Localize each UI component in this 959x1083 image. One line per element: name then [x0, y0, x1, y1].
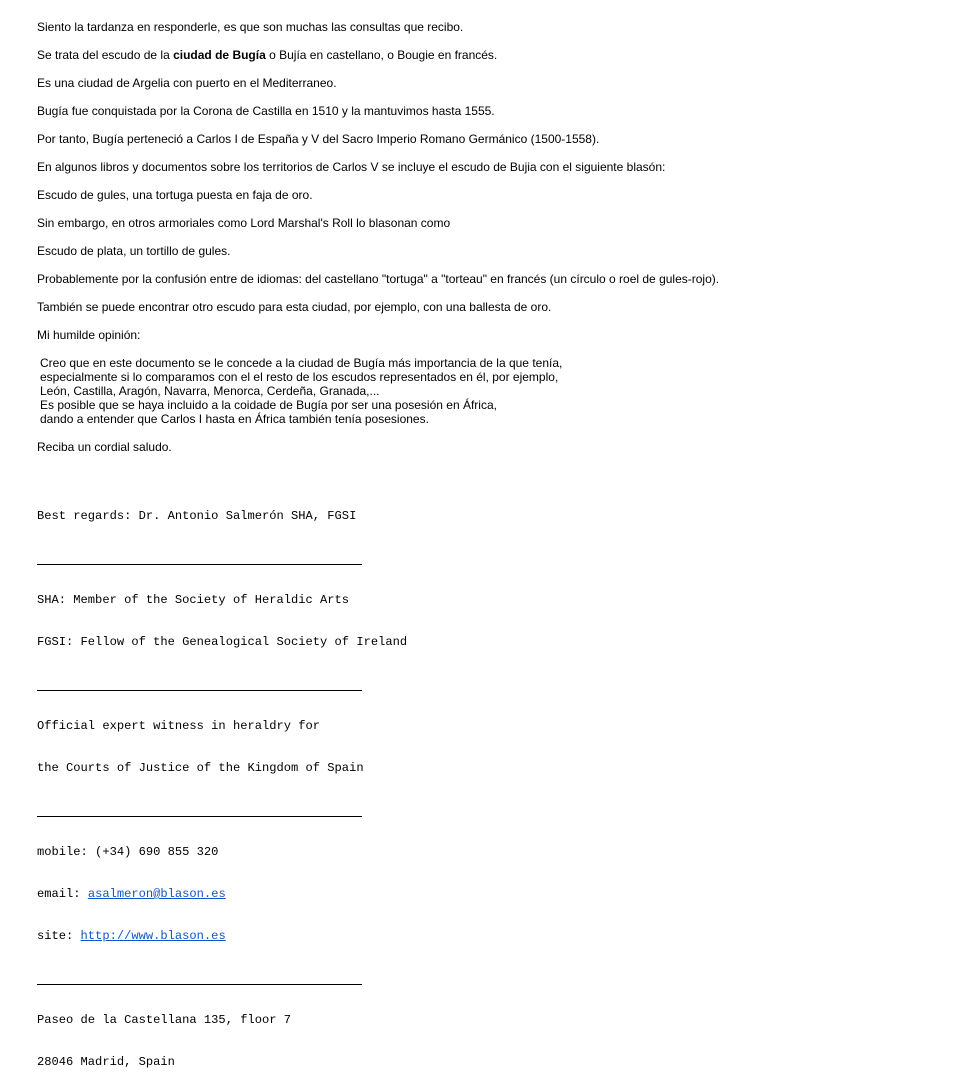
paragraph-crossbow: También se puede encontrar otro escudo para esta ciudad, por ejemplo, con una ballesta de oro. — [37, 300, 552, 314]
paragraph-books: En algunos libros y documentos sobre los territorios de Carlos V se incluye el escudo de Bujia con el siguiente blasón: — [37, 160, 666, 174]
paragraph-armorials: Sin embargo, en otros armoriales como Lord Marshal's Roll lo blasonan como — [37, 216, 451, 230]
paragraph-text: o Bujía en castellano, o Bougie en francés. — [265, 48, 498, 62]
opinion-line: León, Castilla, Aragón, Navarra, Menorca, Cerdeña, Granada,... — [40, 384, 380, 398]
paragraph-carlos: Por tanto, Bugía perteneció a Carlos I de España y V del Sacro Imperio Romano Germánico (1500-1558). — [37, 132, 600, 146]
signature-divider — [37, 551, 362, 565]
paragraph-blazon-1: Escudo de gules, una tortuga puesta en faja de oro. — [37, 188, 313, 202]
paragraph-apology: Siento la tardanza en responderle, es que son muchas las consultas que recibo. — [37, 20, 464, 34]
city-name-bold: ciudad de Bugía — [173, 48, 266, 62]
paragraph-confusion: Probablemente por la confusión entre de idiomas: del castellano "tortuga" a "torteau" en francés (un círculo o roel de gules-rojo). — [37, 272, 720, 286]
signature-divider — [37, 971, 362, 985]
signature-divider — [37, 677, 362, 691]
paragraph-shield-identity — [37, 48, 937, 62]
signature-email-row — [37, 887, 407, 901]
opinion-block — [40, 356, 937, 426]
email-link[interactable]: asalmeron@blason.es — [87, 887, 226, 901]
signature-divider — [37, 803, 362, 817]
signature-fgsi: FGSI: Fellow of the Genealogical Society of Ireland — [37, 635, 408, 649]
email-body — [37, 20, 937, 468]
signature-expert-line-1: Official expert witness in heraldry for — [37, 719, 321, 733]
signature-site-row — [37, 929, 407, 943]
signature-sha: SHA: Member of the Society of Heraldic Arts — [37, 593, 350, 607]
email-signature — [37, 481, 407, 1083]
paragraph-city: Es una ciudad de Argelia con puerto en el Mediterraneo. — [37, 76, 337, 90]
signature-regards: Best regards: Dr. Antonio Salmerón SHA, FGSI — [37, 509, 357, 523]
signature-address-line-1: Paseo de la Castellana 135, floor 7 — [37, 1013, 292, 1027]
website-link[interactable]: http://www.blason.es — [80, 929, 226, 943]
opinion-line: especialmente si lo comparamos con el el resto de los escudos representados en él, por ejemplo, — [40, 370, 559, 384]
signature-address-line-2: 28046 Madrid, Spain — [37, 1055, 175, 1069]
signature-expert-line-2: the Courts of Justice of the Kingdom of Spain — [37, 761, 364, 775]
paragraph-text: Se trata del escudo de la — [37, 48, 174, 62]
opinion-line: dando a entender que Carlos I hasta en África también tenía posesiones. — [40, 412, 429, 426]
opinion-line: Es posible que se haya incluido a la coidade de Bugía por ser una posesión en África, — [40, 398, 497, 412]
opinion-line: Creo que en este documento se le concede a la ciudad de Bugía más importancia de la que tenía, — [40, 356, 563, 370]
signature-mobile: mobile: (+34) 690 855 320 — [37, 845, 219, 859]
closing-greeting: Reciba un cordial saludo. — [37, 440, 172, 454]
site-label: site: — [37, 929, 81, 943]
email-label: email: — [37, 887, 88, 901]
paragraph-opinion-heading: Mi humilde opinión: — [37, 328, 141, 342]
paragraph-conquest: Bugía fue conquistada por la Corona de Castilla en 1510 y la mantuvimos hasta 1555. — [37, 104, 495, 118]
paragraph-blazon-2: Escudo de plata, un tortillo de gules. — [37, 244, 231, 258]
